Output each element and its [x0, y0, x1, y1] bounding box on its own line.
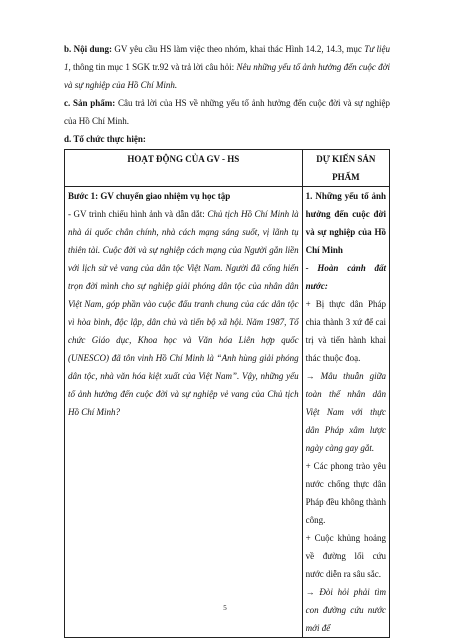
step-title: Bước 1: GV chuyển giao nhiệm vụ học tập — [68, 191, 231, 201]
product-item-2: + Các phong trào yêu nước chống thực dân Pháp đều không thành công. — [305, 461, 386, 525]
page-number: 5 — [223, 604, 227, 612]
product-item-3: + Cuộc khủng hoảng về đường lối cứu nước diễn ra sâu sắc. — [305, 533, 386, 579]
paragraph-organization: d. Tổ chức thực hiện: — [64, 134, 146, 144]
step-intro: - GV trình chiếu hình ảnh và dẫn dắt: — [68, 209, 208, 219]
paragraph-product — [64, 94, 390, 130]
product-item-1: + Bị thực dân Pháp chia thành 3 xứ để cai trị và tiến hành khai thác thuộc đoạ. — [305, 299, 386, 363]
product-subheading: - Hoàn cảnh đất nước: — [305, 263, 386, 291]
table-header-row — [65, 150, 390, 187]
content-italic-source: Tư liệu 1 — [64, 44, 390, 72]
cell-activity — [65, 187, 303, 638]
header-expected-product: DỰ KIẾN SẢN PHẨM — [302, 150, 389, 187]
product-conclusion-1: → Mâu thuẫn giữa toàn thể nhân dân Việt Nam với thực dân Pháp xâm lược ngày càng gay gắt. — [305, 371, 386, 453]
activity-table — [64, 149, 390, 638]
table-row — [65, 187, 390, 638]
step-italic-text: Chủ tịch Hồ Chí Minh là nhà ái quốc chân chính, nhà cách mạng sáng suốt, vị lãnh tụ thiên tài. Cuộc đời và sự nghiệp cách mạng của Người gắn liền với lịch sử vẻ vang của dân tộc Việt Nam. Người đã cống hiến trọn đời mình cho sự nghiệp giải phóng dân tộc của nhân dân Việt Nam, góp phần vào cuộc đấu tranh chung của các dân tộc vì hòa bình, độc lập, dân chủ và tiến bộ xã hội. Năm 1987, Tổ chức Giáo dục, Khoa học và Văn hóa Liên hợp quốc (UNESCO) đã tôn vinh Hồ Chí Minh là “Anh hùng giải phóng dân tộc, nhà văn hóa kiệt xuất của Việt Nam”. Vậy, những yếu tố ảnh hưởng đến cuộc đời và sự nghiệp vẻ vang của Chủ tịch Hồ Chí Minh? — [68, 209, 299, 417]
label-content: b. Nội dung: — [64, 44, 113, 54]
cell-expected-product — [302, 187, 389, 638]
product-conclusion-2: → Đòi hỏi phải tìm con đường cứu nước mới để — [305, 587, 386, 633]
header-activity: HOẠT ĐỘNG CỦA GV - HS — [65, 150, 303, 187]
label-product: c. Sản phẩm: — [64, 98, 116, 108]
product-heading: 1. Những yếu tố ảnh hưởng đến cuộc đời và sự nghiệp của Hồ Chí Minh — [305, 191, 386, 255]
product-text: Câu trả lời của HS về những yếu tố ảnh hưởng đến cuộc đời và sự nghiệp của Hồ Chí Minh. — [64, 98, 391, 126]
step-body — [68, 205, 299, 421]
document-page — [64, 40, 390, 638]
paragraph-content — [64, 40, 390, 94]
content-question: Nêu những yếu tố ảnh hưởng đến cuộc đời và sự nghiệp của Hồ Chí Minh. — [64, 62, 390, 90]
content-text: GV yêu cầu HS làm việc theo nhóm, khai thác Hình 14.2, 14.3, mục — [112, 44, 365, 54]
content-text-2: , thông tin mục 1 SGK tr.92 và trả lời câu hỏi: — [68, 62, 237, 72]
